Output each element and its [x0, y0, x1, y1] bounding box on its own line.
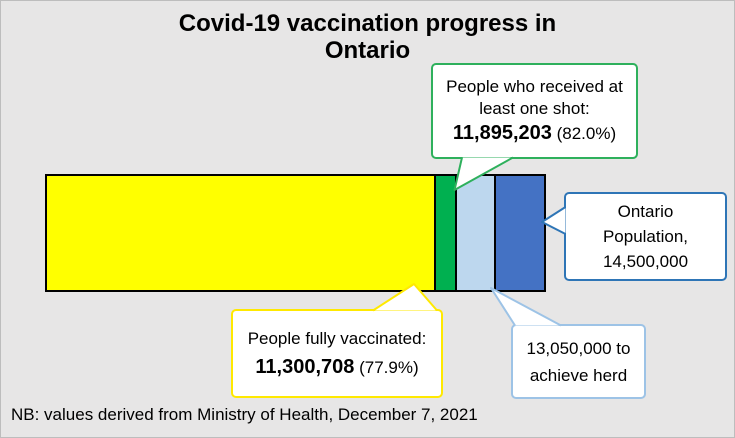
callout-fully-line1: People fully vaccinated: [247, 329, 427, 348]
chart-title-line2: Ontario [324, 37, 411, 64]
callout-one-shot-line2: least one shot: [479, 98, 590, 118]
herd-callout-tail [491, 288, 561, 326]
callout-herd-line2: achieve herd [529, 365, 628, 385]
one-shot-percent: (82.0%) [551, 123, 617, 143]
one-shot-value: 11,895,203 [452, 121, 552, 144]
callout-fully-vaccinated [231, 309, 443, 398]
callout-one-shot-value-line [433, 120, 636, 147]
callout-fully-value-line [233, 353, 441, 382]
callout-herd-target [511, 324, 646, 399]
bar-segment-fully-vaccinated [47, 176, 434, 290]
chart-title-line1: Covid-19 vaccination progress in [178, 10, 557, 37]
bar-segment-herd-target-gap [455, 176, 495, 290]
callout-herd-line1: 13,050,000 to [526, 338, 631, 358]
callout-population-line1: Ontario [617, 202, 674, 221]
bar-segment-one-shot-additional [434, 176, 454, 290]
bar-segment-remaining-population [494, 176, 544, 290]
callout-one-shot-line1: People who received at [446, 76, 623, 96]
chart-title [1, 10, 734, 64]
callout-population-line2: Population, [602, 227, 689, 246]
stacked-bar [45, 174, 546, 292]
callout-population [564, 192, 727, 281]
fully-vaccinated-percent: (77.9%) [354, 358, 419, 377]
source-note: NB: values derived from Ministry of Health, December 7, 2021 [11, 405, 478, 424]
callout-one-shot [431, 63, 638, 159]
callout-population-line3: 14,500,000 [602, 252, 689, 271]
fully-vaccinated-value: 11,300,708 [255, 356, 355, 378]
